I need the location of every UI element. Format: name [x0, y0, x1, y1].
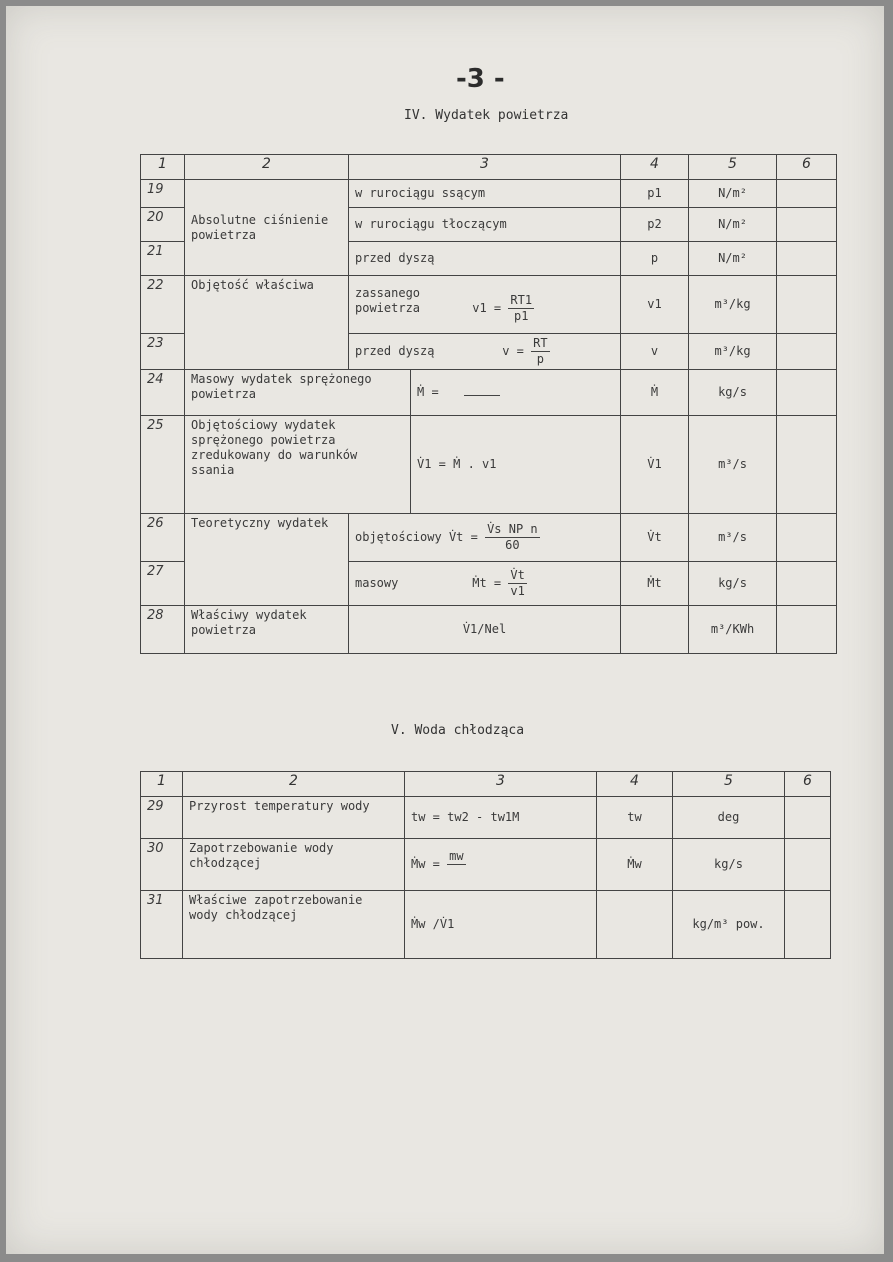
- fraction: [508, 293, 534, 324]
- symbol: V̇t: [621, 514, 689, 562]
- row-number: 22: [141, 276, 185, 334]
- row-number: 20: [141, 208, 185, 242]
- empty-cell: [785, 839, 831, 891]
- equation: [411, 370, 621, 416]
- empty-cell: [777, 180, 837, 208]
- header-cell: 5: [673, 772, 785, 797]
- fraction: [447, 849, 465, 880]
- empty-cell: [777, 562, 837, 606]
- row-number: 23: [141, 334, 185, 370]
- numerator: V̇s NP n: [487, 522, 538, 536]
- row-number: 28: [141, 606, 185, 654]
- table-row: [141, 276, 837, 334]
- symbol: v1: [621, 276, 689, 334]
- numerator: RT: [533, 336, 548, 350]
- symbol: Ṁ: [621, 370, 689, 416]
- fraction-line: [464, 395, 500, 396]
- equation: tw = tw2 - tw1M: [405, 797, 597, 839]
- table-row: [141, 370, 837, 416]
- symbol: V̇1: [621, 416, 689, 514]
- fraction: [531, 336, 549, 367]
- denominator: [447, 865, 465, 880]
- equation: V̇1 = Ṁ . v1: [411, 416, 621, 514]
- table-header-row: [141, 155, 837, 180]
- quantity-description: masowy: [355, 576, 399, 590]
- header-cell: 2: [183, 772, 405, 797]
- table-row: [141, 180, 837, 208]
- unit: N/m²: [689, 208, 777, 242]
- symbol: p1: [621, 180, 689, 208]
- quantity-description: objętościowy: [355, 530, 442, 544]
- quantity-description: przed dyszą: [349, 242, 621, 276]
- air-output-table: [140, 154, 837, 654]
- unit: m³/KWh: [689, 606, 777, 654]
- header-cell: 1: [141, 772, 183, 797]
- fraction: [485, 522, 540, 553]
- symbol: Ṁw: [597, 839, 673, 891]
- unit: kg/s: [689, 370, 777, 416]
- denominator: v1: [510, 584, 525, 598]
- table-row: [141, 514, 837, 562]
- table-row: [141, 839, 831, 891]
- quantity-name: Objętość właściwa: [185, 276, 349, 370]
- denominator: p1: [513, 308, 529, 323]
- header-cell: 5: [689, 155, 777, 180]
- table-header-row: [141, 772, 831, 797]
- quantity-name: Właściwy wydatek powietrza: [185, 606, 349, 654]
- row-number: 19: [141, 180, 185, 208]
- equation-lhs: v =: [502, 344, 524, 358]
- quantity-formula: [349, 562, 621, 606]
- equation-lhs: V̇t =: [448, 530, 478, 544]
- row-number: 31: [141, 891, 183, 959]
- table-row: [141, 416, 837, 514]
- quantity-description: zassanego powietrza: [355, 285, 421, 315]
- row-number: 24: [141, 370, 185, 416]
- section-v-title: V. Woda chłodząca: [391, 723, 525, 738]
- header-cell: 6: [785, 772, 831, 797]
- quantity-name: Objętościowy wydatek sprężonego powietrza zredukowany do warunków ssania: [185, 416, 411, 514]
- header-cell: 6: [777, 155, 837, 180]
- symbol: p: [621, 242, 689, 276]
- denominator: 60: [505, 538, 520, 552]
- empty-cell: [777, 416, 837, 514]
- quantity-name: Masowy wydatek sprężonego powietrza: [185, 370, 411, 416]
- row-number: 25: [141, 416, 185, 514]
- unit: kg/s: [673, 839, 785, 891]
- symbol: tw: [597, 797, 673, 839]
- symbol: p2: [621, 208, 689, 242]
- symbol: Ṁt: [621, 562, 689, 606]
- header-cell: 3: [405, 772, 597, 797]
- symbol: v: [621, 334, 689, 370]
- unit: kg/m³ pow.: [673, 891, 785, 959]
- quantity-name: Przyrost temperatury wody: [183, 797, 405, 839]
- denominator: p: [536, 352, 544, 366]
- cooling-water-table: [140, 771, 831, 959]
- section-iv-title: IV. Wydatek powietrza: [404, 108, 569, 123]
- empty-cell: [597, 891, 673, 959]
- empty-cell: [777, 276, 837, 334]
- quantity-name: Zapotrzebowanie wody chłodzącej: [183, 839, 405, 891]
- header-cell: 4: [621, 155, 689, 180]
- header-cell: 3: [349, 155, 621, 180]
- row-number: 27: [141, 562, 185, 606]
- header-cell: 1: [141, 155, 185, 180]
- row-number: 26: [141, 514, 185, 562]
- numerator: V̇t: [510, 568, 525, 582]
- unit: N/m²: [689, 180, 777, 208]
- quantity-formula: [349, 276, 621, 334]
- quantity-formula: [349, 514, 621, 562]
- empty-cell: [777, 370, 837, 416]
- row-number: 29: [141, 797, 183, 839]
- equation-lhs: v1 =: [472, 300, 502, 315]
- table-row: [141, 891, 831, 959]
- quantity-name: Teoretyczny wydatek: [185, 514, 349, 606]
- empty-cell: [777, 242, 837, 276]
- quantity-name: Absolutne ciśnienie powietrza: [185, 180, 349, 276]
- quantity-description: w rurociągu tłoczącym: [349, 208, 621, 242]
- header-cell: 2: [185, 155, 349, 180]
- equation-lhs: Ṁw =: [411, 857, 440, 871]
- numerator: mw: [449, 849, 464, 863]
- quantity-name: Właściwe zapotrzebowanie wody chłodzącej: [183, 891, 405, 959]
- unit: kg/s: [689, 562, 777, 606]
- document-page: [6, 6, 884, 1254]
- empty-cell: [785, 891, 831, 959]
- equation-text: Ṁ =: [417, 385, 439, 399]
- table-row: [141, 606, 837, 654]
- numerator: RT1: [510, 292, 533, 307]
- quantity-formula: [405, 839, 597, 891]
- quantity-description: przed dyszą: [355, 344, 435, 358]
- empty-cell: [777, 334, 837, 370]
- table-row: [141, 797, 831, 839]
- unit: deg: [673, 797, 785, 839]
- header-cell: 4: [597, 772, 673, 797]
- empty-cell: [621, 606, 689, 654]
- equation: V̇1/Nel: [349, 606, 621, 654]
- empty-cell: [785, 797, 831, 839]
- unit: N/m²: [689, 242, 777, 276]
- empty-cell: [777, 514, 837, 562]
- fraction: [508, 568, 526, 599]
- equation-lhs: Ṁt =: [472, 576, 502, 590]
- unit: m³/kg: [689, 276, 777, 334]
- unit: m³/s: [689, 514, 777, 562]
- row-number: 21: [141, 242, 185, 276]
- empty-cell: [777, 208, 837, 242]
- unit: m³/s: [689, 416, 777, 514]
- equation: Ṁw /V̇1: [405, 891, 597, 959]
- quantity-description: w rurociągu ssącym: [349, 180, 621, 208]
- quantity-formula: [349, 334, 621, 370]
- unit: m³/kg: [689, 334, 777, 370]
- page-number: -3 -: [456, 64, 505, 94]
- row-number: 30: [141, 839, 183, 891]
- empty-cell: [777, 606, 837, 654]
